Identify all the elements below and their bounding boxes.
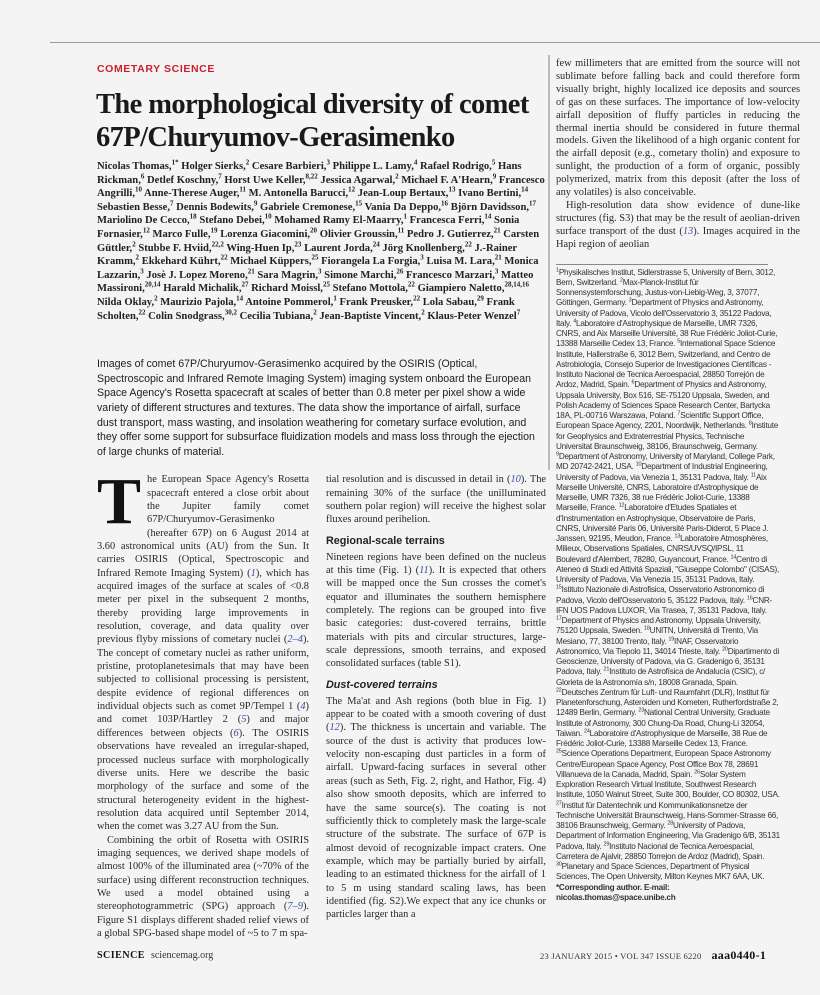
affiliation-number: 20: [722, 646, 728, 653]
body-column-3: [556, 58, 800, 252]
author-name: Michael Küppers,: [230, 256, 312, 268]
author-name: Philippe L. Lamy,: [332, 161, 414, 172]
author-name: Stefano Mottola,: [332, 283, 408, 295]
affiliation-text: Dipartimento di Geoscienze, University of Padova, via G. Gradenigo 6, 35131 Padova, Italy.: [556, 646, 780, 677]
body-paragraph: The Ma'at and Ash regions (both blue in Fig. 1) appear to be coated with a smooth covering of dust (12). The thickness is uncertain and variable. The source of the dust is activity that produces low-velocity non-escaping dust particles in a form of airfall. Upward-facing surfaces in several other areas (such as Seth, Fig. 2, right, and Hathor, Fig. 4) also show smooth deposits, which are inferred to have the same source(s). The coating is not sufficiently thick to completely mask the large-scale structure of the substrate. The surface of 67P is almost devoid of recognizable impact craters. One example, which may be partially buried by airfall, leading to an estimated thickness for the airfall of 1 to 5 m using standard scaling laws, has been identified (fig. S2).We expect that any ice chunks or particles larger than a: [326, 695, 546, 921]
author-affiliation-marker: 22: [138, 308, 146, 316]
affiliation-text: Department of Physics and Astronomy, Uppsala University, 75120 Uppsala, Sweden.: [556, 616, 761, 636]
affiliation-number: 18: [644, 625, 650, 632]
affiliation-text: National Central University, Graduate Institute of Astronomy, 300 Chung-Da Road, Chung-Li 32054, Taiwan.: [556, 708, 770, 738]
author-affiliation-marker: 2: [135, 253, 140, 262]
author-affiliation-marker: 14: [484, 212, 492, 221]
author-affiliation-marker: 15: [355, 199, 363, 208]
affiliations: [556, 268, 780, 904]
author-name: Francesco Marzari,: [406, 269, 495, 281]
author-affiliation-marker: 20,14: [144, 280, 161, 289]
author-affiliation-marker: 3: [494, 267, 499, 276]
affiliation-number: 21: [603, 666, 610, 673]
affiliation-number: 28: [667, 820, 674, 827]
author-affiliation-marker: 14: [521, 185, 529, 194]
affiliation-number: 10: [635, 461, 642, 468]
affiliation-text: Institute for Geophysics and Extraterrestrial Physics, Technische Universitat Braunschweig, 38106, Braunschweig, Germany.: [556, 421, 779, 451]
author-name: Ivano Bertini,: [458, 188, 522, 200]
affiliation-text: Physikalisches Institut, Sidlerstrasse 5, University of Bern, 3012, Bern, Switzerland.: [556, 267, 776, 287]
author-name: M. Antonella Barucci,: [248, 188, 349, 200]
section-heading: Dust-covered terrains: [326, 678, 438, 691]
citation-link[interactable]: 2–4: [287, 634, 303, 646]
affiliation-number: 5: [677, 338, 681, 345]
author-name: Harald Michalik,: [163, 283, 242, 295]
author-name: Lola Sabau,: [422, 296, 477, 308]
affiliation-number: 2: [619, 277, 623, 284]
affiliation-number: 27: [556, 799, 562, 806]
author-affiliation-marker: 11: [239, 185, 247, 194]
affiliation-number: 13: [674, 533, 681, 540]
author-name: Luisa M. Lara,: [426, 256, 495, 268]
footer-issue: [540, 949, 766, 963]
affiliation-text: Institut für Datentechnik und Kommunikationsnetze der Technische Universität Braunschweig, Hans-Sommer-Strasse 66, 38106 Braunschweig, Germany.: [556, 800, 779, 831]
author-affiliation-marker: 1: [333, 294, 337, 303]
author-name: Horst Uwe Keller,: [224, 174, 306, 186]
affiliation-text: Department of Industrial Engineering, University of Padova, via Venezia 1, 35131 Padova, Italy.: [556, 462, 768, 482]
author-name: Cesare Barbieri,: [251, 161, 327, 172]
author-affiliation-marker: 1*: [171, 158, 179, 167]
author-name: Frank Preusker,: [339, 296, 414, 308]
author-name: Michael F. A'Hearn,: [401, 174, 493, 186]
author-affiliation-marker: 3: [420, 253, 424, 262]
author-name: Sonia Fornasier,: [97, 215, 520, 240]
author-name: Maurizio Pajola,: [160, 296, 237, 308]
author-affiliation-marker: 3: [326, 158, 330, 167]
author-affiliation-marker: 2: [395, 172, 399, 181]
author-name: Fiorangela La Forgia,: [321, 256, 421, 268]
author-name: Dennis Bodewits,: [176, 201, 254, 213]
author-affiliation-marker: 19: [210, 226, 218, 235]
author-name: Jean-Baptiste Vincent,: [319, 310, 422, 322]
affiliation-number: 6: [631, 379, 635, 386]
affiliation-text: Max-Planck-Institut für Sonnensystemforschung, Justus-von-Liebig-Weg, 3, 37077, Göttingen, Germany.: [556, 277, 760, 308]
affiliation-text: Planetary and Space Sciences, Department of Physical Sciences, The Open University, Milton Keynes MK7 6AA, UK.: [556, 862, 765, 882]
author-name: Carsten Güttler,: [97, 228, 540, 254]
body-column-2: [326, 473, 546, 921]
author-affiliation-marker: 10: [264, 212, 272, 221]
author-name: Gabriele Cremonese,: [260, 201, 356, 213]
affiliation-text: UNITN, Universitá di Trento, Via Mesiano, 77, 38100 Trento, Italy.: [556, 626, 758, 646]
author-affiliation-marker: 2: [421, 308, 425, 316]
affiliation-number: 30: [556, 861, 562, 868]
author-affiliation-marker: 23: [294, 240, 302, 249]
affiliation-number: 7: [677, 410, 681, 417]
affiliation-text: Department of Physics and Astronomy, Uppsala University, Box 516, SE-75120 Uppsala, Sweden, and Polish Academy of Sciences Space Research Center, Bartycka 18A, PL-00716 Warszawa, Poland.: [556, 380, 770, 421]
affiliation-text: Laboratoire d'Astrophysique de Marseille, UMR 7326, CNRS, and Aix Marseille Université, 38 Rue Frédéric Joliot-Curie, 13388 Marseille Cedex 13, France.: [556, 318, 778, 349]
affiliation-text: Department of Physics and Astronomy, University of Padova, Vicolo dell'Osservatorio 3, 35122 Padova, Italy.: [556, 298, 772, 328]
author-name: Mohamed Ramy El-Maarry,: [274, 215, 404, 227]
author-affiliation-marker: 22: [407, 280, 415, 289]
author-name: Stefano Debei,: [199, 215, 265, 227]
author-affiliation-marker: 16: [441, 199, 449, 208]
affiliation-number: 24: [584, 728, 590, 735]
author-name: Stubbe F. Hviid,: [138, 242, 212, 254]
author-affiliation-marker: 13: [448, 185, 456, 194]
affiliation-number: 11: [750, 471, 756, 478]
author-name: Laurent Jorda,: [304, 242, 373, 254]
issue-info: 23 JANUARY 2015 • VOL 347 ISSUE 6220: [540, 951, 702, 961]
author-name: Matteo Massironi,: [97, 269, 534, 295]
affiliation-number: 23: [638, 707, 645, 714]
author-name: Sara Magrin,: [257, 269, 319, 281]
author-affiliation-marker: 21: [493, 226, 501, 235]
article-title: The morphological diversity of comet 67P/Churyumov-Gerasimenko: [96, 89, 529, 153]
author-affiliation-marker: 8,22: [305, 172, 318, 181]
section-heading: Regional-scale terrains: [326, 534, 445, 547]
body-paragraph: High-resolution data show evidence of dune-like structures (fig. S3) that may be the result of aeolian-driven surface transport of the dust (13). Images acquired in the Hapi region of aeolian: [556, 199, 800, 250]
affiliation-text: Instituto de Astrofísica de Andalucía (CSIC), c/ Glorieta de la Astronomía s/n, 18008 Granada, Spain.: [556, 667, 766, 687]
journal-name: SCIENCE: [97, 950, 145, 961]
author-name: Olivier Groussin,: [319, 228, 398, 240]
affiliation-text: INAF, Osservatorio Astronomico, Via Tiepolo 11, 34014 Trieste, Italy.: [556, 636, 739, 656]
affiliation-text: University of Padova, Department of Information Engineering, Via Gradenigo 6/B, 35131 Padova, Italy.: [556, 821, 780, 851]
citation-link[interactable]: 6: [233, 727, 239, 739]
author-affiliation-marker: 7: [169, 199, 174, 208]
author-name: Lorenza Giacomini,: [220, 228, 311, 240]
author-affiliation-marker: 14: [236, 294, 244, 303]
affiliation-text: Aix Marseille Université, CNRS, Laboratoire d'Astrophysique de Marseille, UMR 7326, 38 rue Frédéric Joliot-Curie, 13388 Marseille, France.: [556, 472, 767, 513]
drop-cap: T: [97, 465, 142, 539]
author-affiliation-marker: 7: [218, 172, 222, 181]
citation-link[interactable]: 5: [241, 714, 247, 726]
citation-link[interactable]: 12: [329, 722, 340, 734]
author-name: Frank Scholten,: [97, 296, 515, 322]
author-affiliation-marker: 22: [464, 240, 472, 249]
author-name: Hans Rickman,: [97, 161, 522, 186]
affiliation-number: 12: [618, 502, 625, 509]
affiliation-number: 26: [694, 769, 700, 776]
affiliations-rule: [556, 264, 768, 265]
author-affiliation-marker: 25: [322, 280, 330, 289]
affiliation-number: 25: [556, 748, 562, 755]
author-name: Francesca Ferri,: [409, 215, 485, 227]
author-affiliation-marker: 21: [247, 267, 255, 276]
author-name: Detlef Koschny,: [147, 174, 219, 186]
affiliation-text: Laboratoire Atmosphères, Milieux, Observations Spatiales, CNRS/UVSQ/IPSL, 11 Boulevard d'Alembert, 78280, Guyancourt, France.: [556, 534, 768, 564]
author-affiliation-marker: 26: [396, 267, 404, 276]
author-affiliation-marker: 20: [310, 226, 318, 235]
author-affiliation-marker: 7: [516, 308, 521, 316]
journal-site-link[interactable]: sciencemag.org: [150, 950, 214, 961]
author-affiliation-marker: 22: [220, 253, 228, 262]
author-affiliation-marker: 5: [491, 158, 496, 167]
author-affiliation-marker: 11: [397, 226, 405, 235]
author-name: Marco Fulle,: [152, 228, 211, 240]
author-affiliation-marker: 10: [134, 185, 142, 194]
author-name: Jessica Agarwal,: [320, 174, 396, 186]
body-paragraph: tial resolution and is discussed in detail in (10). The remaining 30% of the surface (the unilluminated southern polar region) will receive the highest solar fluxes around perihelion.: [326, 474, 546, 526]
affiliation-number: 1: [556, 266, 559, 273]
author-name: Colin Snodgrass,: [148, 310, 225, 322]
author-affiliation-marker: 3: [318, 267, 322, 276]
author-name: Rafael Rodrigo,: [420, 161, 492, 172]
author-name: Jean-Loup Bertaux,: [357, 188, 449, 200]
affiliation-number: 4: [573, 318, 577, 325]
affiliation-number: 16: [746, 594, 753, 601]
affiliation-text: Instituto Nacional de Tecnica Aeroespacial, Carretera de Ajalvir, 28850 Torrejon de Ardoz (Madrid), Spain.: [556, 841, 765, 861]
affiliation-text: Science Operations Department, European Space Astronomy Centre/European Space Agency, Post Office Box 78, 28691 Villanueva de la Canada, Madrid, Spain.: [556, 749, 771, 779]
author-affiliation-marker: 2: [313, 308, 317, 316]
author-name: Wing-Huen Ip,: [226, 242, 295, 254]
author-list: [97, 160, 546, 323]
author-affiliation-marker: 22: [413, 294, 421, 303]
author-name: Pedro J. Gutierrez,: [406, 228, 494, 240]
affiliation-number: 17: [556, 615, 562, 622]
author-affiliation-marker: 27: [241, 280, 249, 289]
affiliation-text: Centro di Ateneo di Studi ed Attivitá Spaziali, "Giuseppe Colombo" (CISAS), University of Padova, Via Venezia 15, 35131 Padova, Italy.: [556, 554, 780, 585]
body-paragraph: few millimeters that are emitted from the source will not sublimate before falling back and could therefore form visually bright, highly localized ice deposits and sources of gas on these surfaces. The importance of low-velocity airfall deposition of fluffy particles in reducing the thermal inertia should be considered in future thermal models. Given the likelihood of a high organic content for the airfall deposit (e.g., cometary tholin) and exposure to sunlight, the production of a form of organic, possibly polymerized, matrix from this deposit (after the loss of any volatiles) is also conceivable.: [556, 58, 800, 199]
author-affiliation-marker: 12: [348, 185, 356, 194]
citation-link[interactable]: 11: [419, 565, 429, 576]
body-paragraph: Nineteen regions have been defined on the nucleus at this time (Fig. 1) (11). It is expected that others will be mapped once the Sun crosses the comet's equator and illuminates the southern hemisphere completely. The regions can be grouped into five basic categories: dust-covered terrains, brittle materials with pits and circular structures, large-scale depressions, smooth terrains, and exposed consolidated surfaces (table S1).: [326, 551, 546, 670]
affiliation-text: Deutsches Zentrum für Luft- und Raumfahrt (DLR), Institut für Planetenforschung, Asteroiden und Kometen, Rutherfordstraße 2, 12489 Berlin, Germany.: [556, 687, 779, 718]
main-article-area: [97, 58, 546, 940]
body-paragraph: Combining the orbit of Rosetta with OSIRIS imaging sequences, we derived shape models of almost 100% of the illuminated area (~70% of the surface) using different reconstruction techniques. We used a model obtained using a stereophotogrammetric (SPG) approach (7–9). Figure S1 displays different shaded relief views of a global SPG-based shape model of ~5 to 7 m spa-: [97, 834, 309, 939]
citation-link[interactable]: 4: [300, 701, 306, 713]
author-name: J.-Rainer Kramm,: [97, 242, 517, 268]
author-affiliation-marker: 28,14,16: [504, 280, 529, 289]
author-affiliation-marker: 1: [403, 212, 407, 221]
author-name: Björn Davidsson,: [450, 201, 529, 213]
right-column-area: [556, 58, 800, 903]
author-affiliation-marker: 21: [494, 253, 502, 262]
author-name: Giampiero Naletto,: [417, 283, 505, 295]
author-affiliation-marker: 12: [142, 226, 150, 235]
citation-link[interactable]: 7–9: [287, 901, 303, 913]
affiliation-text: Laboratoire d'Astrophysique de Marseille, 38 Rue de Frédéric Joliot-Curie, 13388 Marseille Cedex 13, France.: [556, 728, 768, 749]
author-name: Jörg Knollenberg,: [382, 242, 465, 254]
body-column-1: [97, 465, 310, 940]
author-name: Francesco Angrilli,: [97, 174, 545, 200]
author-affiliation-marker: 30,2: [224, 308, 237, 316]
header-rule: [50, 42, 820, 43]
author-affiliation-marker: 2: [132, 240, 136, 249]
author-affiliation-marker: 2: [154, 294, 158, 303]
affiliation-number: 9: [556, 451, 559, 458]
affiliation-text: Department of Astronomy, University of Maryland, College Park, MD 20742-2421, USA.: [556, 452, 775, 472]
author-affiliation-marker: 25: [311, 253, 319, 262]
author-name: Holger Sierks,: [181, 161, 246, 172]
author-name: Antoine Pommerol,: [245, 296, 334, 308]
citation-link[interactable]: 10: [510, 474, 521, 486]
affiliation-text: Istituto Nazionale di Astrofisica, Osservatorio Astronomico di Padova, Vicolo dell'Osservatorio 5, 35122 Padova, Italy.: [556, 585, 765, 605]
article-id: aaa0440-1: [711, 948, 767, 962]
author-affiliation-marker: 9: [492, 172, 497, 181]
author-name: Josè J. Lopez Moreno,: [146, 269, 248, 281]
affiliation-number: 14: [730, 553, 737, 560]
affiliation-text: CNR-IFN UOS Padova LUXOR, Via Trasea, 7, 35131 Padova, Italy.: [556, 595, 773, 615]
author-affiliation-marker: 22,2: [211, 240, 224, 249]
author-name: Sebastien Besse,: [97, 201, 170, 213]
corresponding-author: *Corresponding author. E-mail: nicolas.thomas@space.unibe.ch: [556, 882, 676, 902]
author-name: Nicolas Thomas,: [97, 161, 172, 172]
author-affiliation-marker: 2: [245, 158, 250, 167]
affiliation-number: 15: [556, 584, 562, 591]
author-name: Klaus-Peter Wenzel: [427, 310, 517, 322]
author-name: Monica Lazzarin,: [97, 256, 539, 281]
author-name: Richard Moissl,: [251, 283, 323, 295]
author-name: Mariolino De Cecco,: [97, 215, 190, 227]
affiliation-number: 3: [628, 297, 632, 304]
author-name: Ekkehard Kührt,: [141, 256, 221, 268]
author-affiliation-marker: 9: [253, 199, 258, 208]
section-kicker: COMETARY SCIENCE: [97, 63, 215, 75]
citation-link[interactable]: 1: [250, 567, 256, 579]
affiliation-number: 29: [603, 840, 610, 847]
author-name: Simone Marchi,: [324, 269, 397, 281]
abstract: Images of comet 67P/Churyumov-Gerasimenko acquired by the OSIRIS (Optical, Spectroscopic and Infrared Remote Imaging System) imaging system onboard the European Space Agency's Rosetta spacecraft at scales of better than 0.8 meter per pixel show a wide variety of different structures and textures. The data show the importance of airfall, surface dust transport, mass wasting, and insolation weathering for cometary surface evolution, and they offer some support for subsurface fluidization models and mass loss through the ejection of large chunks of material.: [97, 358, 535, 458]
affiliation-text: Laboratoire d'Etudes Spatiales et d'Instrumentation en Astrophysique, Observatoire de Paris, CNRS, Université Paris 06, Université Paris-Diderot, 5 Place J. Janssen, 92195, Meudon, France.: [556, 503, 769, 544]
author-affiliation-marker: 3: [140, 267, 144, 276]
author-name: Anne-Therese Auger,: [144, 188, 240, 200]
body-paragraph: he European Space Agency's Rosetta spacecraft entered a close orbit about the Jupiter family comet 67P/Churyumov-Gerasimenko (hereafter 67P) on 6 August 2014 at 3.60 astronomical units (AU) from the Sun. It carries OSIRIS (Optical, Spectroscopic and Infrared Remote Imaging System) (1), which has acquired images of the surface at scales of <0.8 meter per pixel in the subsequent 2 months, thereby providing large improvements in resolution, coverage, and data quality over previous flyby missions of cometary nuclei (2–4). The concept of cometary nuclei as rather uniform, pristine, protoplanetesimals that may have been subjected to collisional processing is persistent, despite evidence of regional differences on individual objects such as comet 9P/Tempel 1 (4) and comet 103P/Hartley 2 (5) and major differences between objects (6). The OSIRIS observations have revealed an irregular-shaped, processed nucleus surface with morphologically diverse units. Here we describe the basic morphology of the surface and some of the structural heterogeneity evident in the highest-resolution data acquired until September 2014, when the comet was 3.27 AU from the Sun.: [97, 474, 310, 833]
body-columns: [97, 465, 546, 940]
citation-link[interactable]: 13: [682, 225, 694, 237]
affiliation-text: Solar System Exploration Research Virtual Institute, Southwest Research Institute, 1050 Walnut Street, Suite 300, Boulder, CO 80302, USA.: [556, 769, 780, 800]
author-affiliation-marker: 17: [528, 199, 536, 208]
author-affiliation-marker: 29: [476, 294, 484, 303]
author-name: Cecilia Tubiana,: [239, 310, 314, 322]
footer-journal: [97, 949, 213, 962]
author-name: Vania Da Deppo,: [364, 201, 442, 213]
column-divider: [548, 55, 550, 470]
affiliation-number: 22: [556, 687, 562, 694]
author-affiliation-marker: 6: [140, 172, 145, 181]
affiliation-number: 19: [668, 635, 675, 642]
affiliation-text: International Space Science Institute, Hallerstraße 6, 3012 Bern, Switzerland, and Centro de Astrobiología, Consejo Superior de Investigaciones Científicas - Instituto Nacional de Tecnica Aeroespacial, 28850 Torrejón de Ardoz, Madrid, Spain.: [556, 339, 776, 390]
author-name: Nilda Oklay,: [97, 296, 155, 308]
affiliation-text: Scientific Support Office, European Space Agency, 2201, Noordwijk, Netherlands.: [556, 411, 764, 431]
author-affiliation-marker: 18: [189, 212, 197, 221]
author-affiliation-marker: 4: [413, 158, 418, 167]
affiliation-number: 8: [748, 420, 752, 427]
author-affiliation-marker: 24: [372, 240, 380, 249]
